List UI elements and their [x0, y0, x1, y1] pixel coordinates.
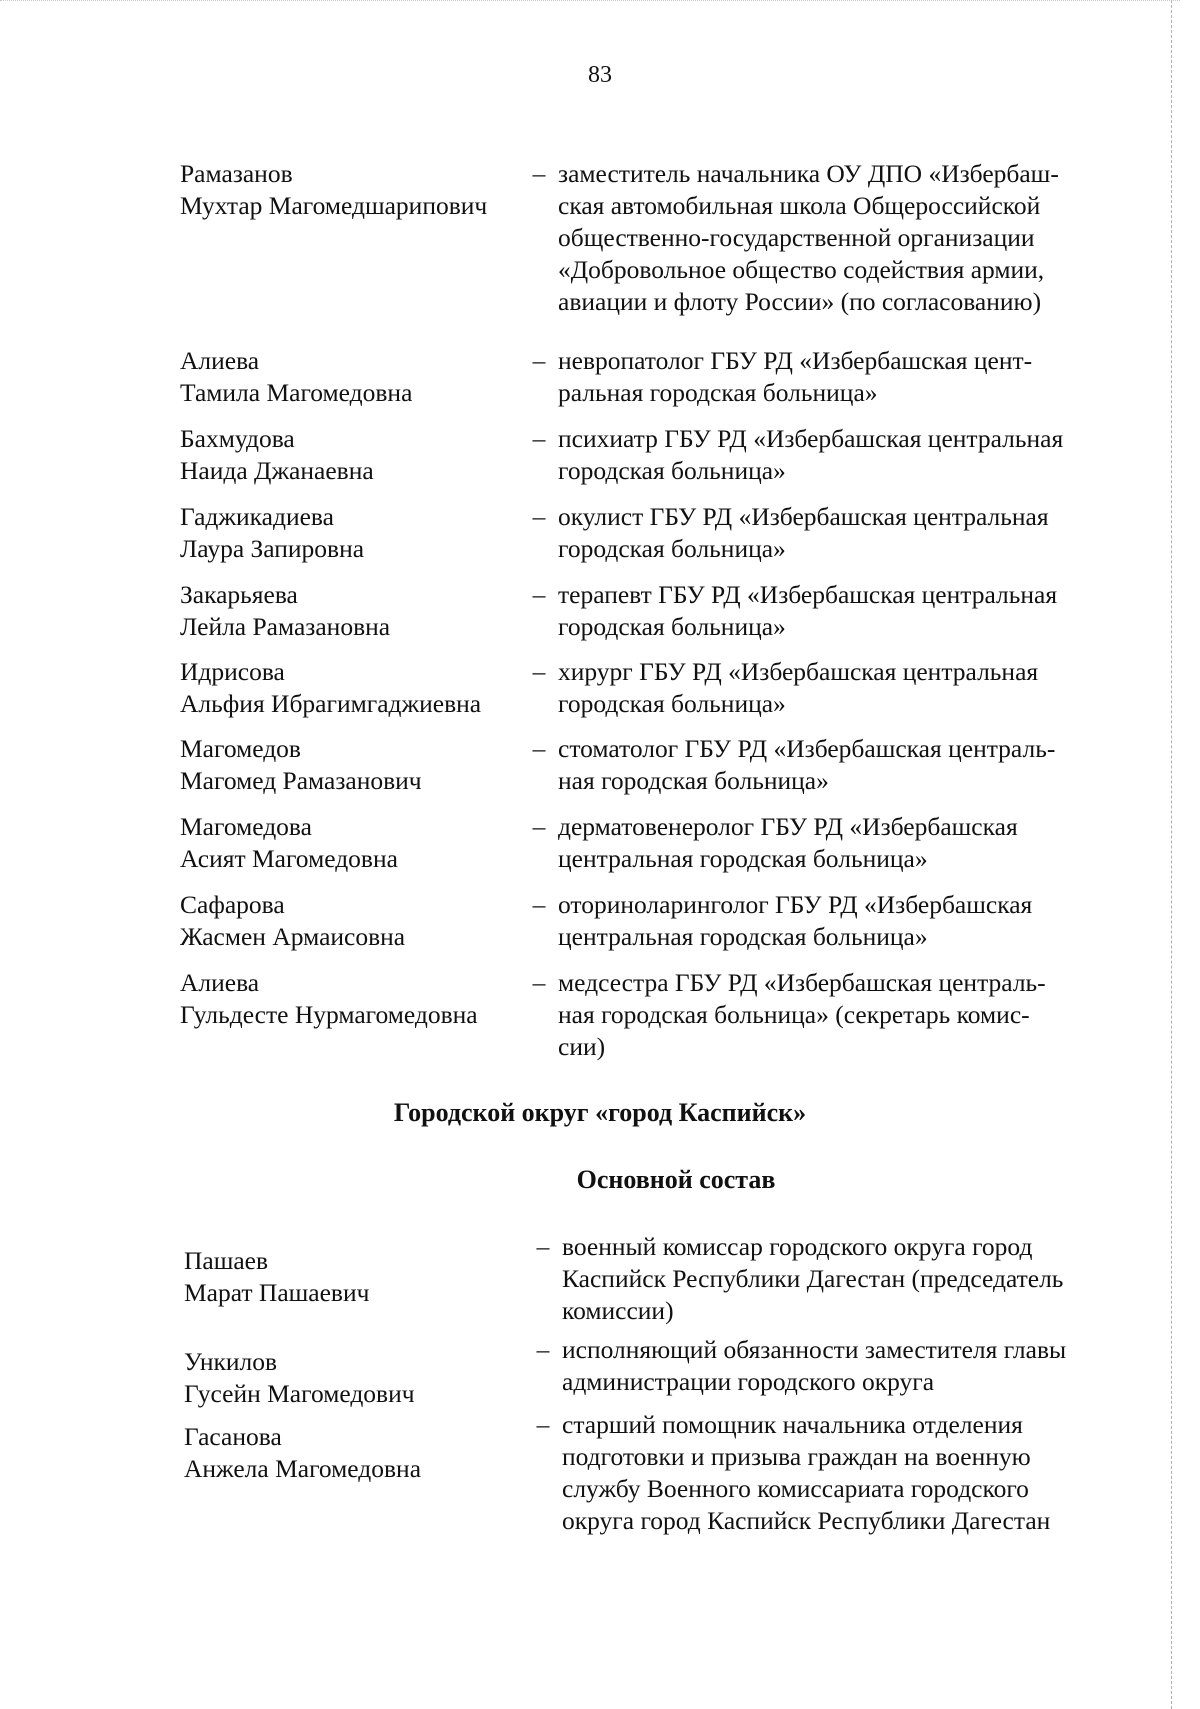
position-description: [562, 1409, 1130, 1537]
entry-row: [180, 579, 1126, 643]
given-names: Анжела Магомедовна: [184, 1454, 422, 1483]
dash: –: [532, 657, 546, 686]
given-names: Лейла Рамазановна: [180, 612, 391, 641]
desc-line: невропатолог ГБУ РД «Избербашская цент-: [558, 346, 1033, 375]
dash: –: [532, 580, 546, 609]
position-description: [558, 733, 1126, 797]
desc-line: оториноларинголог ГБУ РД «Избербашская: [558, 890, 1033, 919]
entry-row: [184, 1409, 1130, 1537]
given-names: Асият Магомедовна: [180, 844, 398, 873]
position-description: [558, 889, 1126, 953]
given-names: Лаура Запировна: [180, 534, 365, 563]
given-names: Тамила Магомедовна: [180, 378, 413, 407]
desc-line: заместитель начальника ОУ ДПО «Избербаш-: [558, 159, 1059, 188]
position-description: [562, 1231, 1130, 1327]
dash: –: [532, 812, 546, 841]
entry-row: [180, 423, 1126, 487]
surname: Гаджикадиева: [180, 502, 334, 531]
person-name: [184, 1231, 524, 1309]
person-name: [184, 1334, 524, 1410]
surname: Гасанова: [184, 1422, 282, 1451]
desc-line: авиации и флоту России» (по согласованию): [558, 287, 1042, 316]
desc-line: городская больница»: [558, 534, 786, 563]
surname: Алиева: [180, 968, 260, 997]
entry-row: [180, 811, 1126, 875]
dash: –: [532, 890, 546, 919]
person-name: [180, 158, 520, 222]
dash: –: [532, 968, 546, 997]
dash: –: [536, 1410, 550, 1439]
desc-line: военный комиссар городского округа город: [562, 1232, 1033, 1261]
surname: Закарьяева: [180, 580, 298, 609]
entry-row: [180, 501, 1126, 565]
desc-line: подготовки и призыва граждан на военную: [562, 1442, 1031, 1471]
given-names: Жасмен Армаисовна: [180, 922, 406, 951]
given-names: Гульдесте Нурмагомедовна: [180, 1000, 478, 1029]
desc-line: хирург ГБУ РД «Избербашская центральная: [558, 657, 1039, 686]
surname: Ункилов: [184, 1347, 278, 1376]
desc-line: городская больница»: [558, 456, 786, 485]
given-names: Наида Джанаевна: [180, 456, 374, 485]
entry-row: [180, 656, 1126, 720]
entry-row: [180, 158, 1126, 318]
page-number: 83: [588, 62, 612, 88]
desc-line: «Добровольное общество содействия армии,: [558, 255, 1045, 284]
surname: Рамазанов: [180, 159, 293, 188]
desc-line: стоматолог ГБУ РД «Избербашская централь-: [558, 734, 1056, 763]
person-name: [180, 345, 520, 409]
surname: Идрисова: [180, 657, 285, 686]
position-description: [558, 345, 1126, 409]
position-description: [558, 656, 1126, 720]
desc-line: исполняющий обязанности заместителя главы: [562, 1335, 1067, 1364]
given-names: Гусейн Магомедович: [184, 1379, 415, 1408]
surname: Магомедова: [180, 812, 312, 841]
dash: –: [532, 734, 546, 763]
person-name: [180, 889, 520, 953]
given-names: Мухтар Магомедшарипович: [180, 191, 488, 220]
desc-line: старший помощник начальника отделения: [562, 1410, 1023, 1439]
scan-edge-right: [1170, 0, 1172, 1709]
section-title: Городской округ «город Каспийск»: [393, 1098, 807, 1127]
person-name: [180, 579, 520, 643]
position-description: [558, 579, 1126, 643]
desc-line: городская больница»: [558, 689, 786, 718]
subsection-title: Основной состав: [576, 1165, 776, 1194]
entry-row: [180, 345, 1126, 409]
given-names: Магомед Рамазанович: [180, 766, 422, 795]
dash: –: [532, 502, 546, 531]
entry-row: [184, 1231, 1130, 1327]
surname: Магомедов: [180, 734, 301, 763]
position-description: [562, 1334, 1130, 1398]
dash: –: [532, 424, 546, 453]
dash: –: [532, 159, 546, 188]
person-name: [184, 1409, 524, 1485]
given-names: Альфия Ибрагимгаджиевна: [180, 689, 482, 718]
desc-line: ская автомобильная школа Общероссийской: [558, 191, 1041, 220]
desc-line: психиатр ГБУ РД «Избербашская центральная: [558, 424, 1064, 453]
entry-row: [180, 733, 1126, 797]
entry-row: [184, 1334, 1130, 1410]
desc-line: сии): [558, 1032, 606, 1061]
desc-line: центральная городская больница»: [558, 844, 928, 873]
dash: –: [536, 1335, 550, 1364]
dash: –: [532, 346, 546, 375]
desc-line: округа город Каспийск Республики Дагестан: [562, 1506, 1051, 1535]
desc-line: центральная городская больница»: [558, 922, 928, 951]
desc-line: администрации городского округа: [562, 1367, 935, 1396]
person-name: [180, 501, 520, 565]
entry-row: [180, 889, 1126, 953]
position-description: [558, 158, 1126, 318]
surname: Бахмудова: [180, 424, 295, 453]
desc-line: ральная городская больница»: [558, 378, 878, 407]
desc-line: дерматовенеролог ГБУ РД «Избербашская: [558, 812, 1018, 841]
person-name: [180, 423, 520, 487]
given-names: Марат Пашаевич: [184, 1278, 370, 1307]
dash: –: [536, 1232, 550, 1261]
desc-line: медсестра ГБУ РД «Избербашская централь-: [558, 968, 1046, 997]
surname: Сафарова: [180, 890, 285, 919]
desc-line: ная городская больница»: [558, 766, 829, 795]
desc-line: общественно-государственной организации: [558, 223, 1035, 252]
desc-line: городская больница»: [558, 612, 786, 641]
desc-line: окулист ГБУ РД «Избербашская центральная: [558, 502, 1049, 531]
person-name: [180, 811, 520, 875]
desc-line: службу Военного комиссариата городского: [562, 1474, 1029, 1503]
desc-line: ная городская больница» (секретарь комис-: [558, 1000, 1030, 1029]
desc-line: терапевт ГБУ РД «Избербашская центральная: [558, 580, 1058, 609]
surname: Пашаев: [184, 1246, 269, 1275]
desc-line: комиссии): [562, 1296, 674, 1325]
entry-row: [180, 967, 1126, 1063]
position-description: [558, 811, 1126, 875]
person-name: [180, 967, 520, 1031]
surname: Алиева: [180, 346, 260, 375]
position-description: [558, 501, 1126, 565]
person-name: [180, 656, 520, 720]
position-description: [558, 423, 1126, 487]
position-description: [558, 967, 1126, 1063]
desc-line: Каспийск Республики Дагестан (председатель: [562, 1264, 1064, 1293]
scan-edge-top: [0, 0, 1180, 2]
person-name: [180, 733, 520, 797]
